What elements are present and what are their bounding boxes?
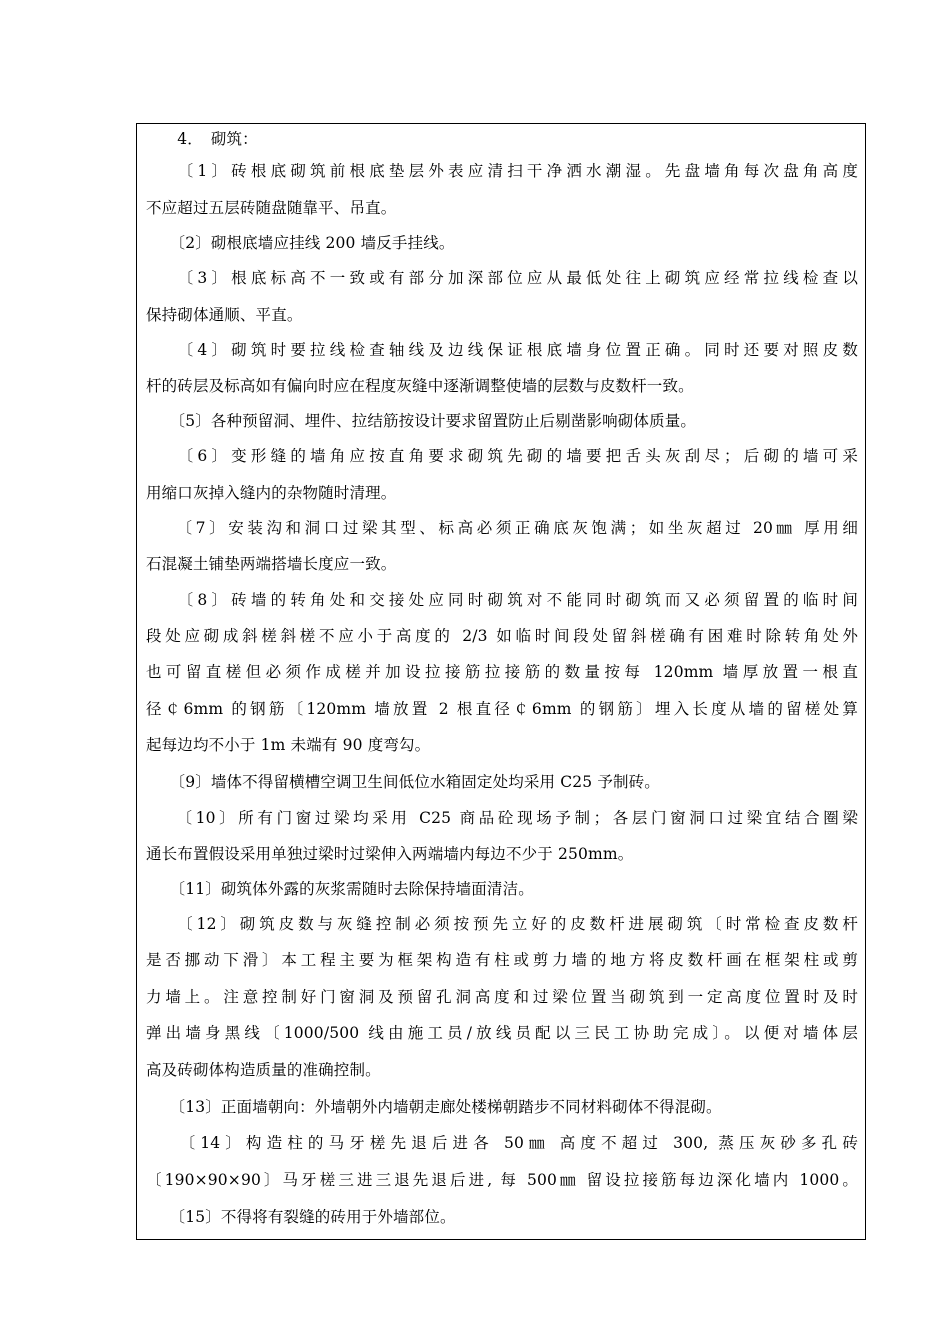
text-line: 也可留直槎但必须作成槎并加设拉接筋拉接筋的数量按每 120mm 墙厚放置一根直: [146, 663, 858, 681]
text-line: 〔9〕墙体不得留横槽空调卫生间低位水箱固定处均采用 C25 予制砖。: [146, 773, 660, 791]
text-line: 保持砌体通顺、平直。: [146, 306, 303, 324]
text-line: 杆的砖层及标高如有偏向时应在程度灰缝中逐渐调整使墙的层数与皮数杆一致。: [146, 377, 694, 395]
text-line: 径￠6mm 的钢筋〔120mm 墙放置 2 根直径￠6mm 的钢筋〕埋入长度从墙的留槎处算: [146, 700, 858, 718]
text-line: 〔7〕安装沟和洞口过梁其型、标高必须正确底灰饱满；如坐灰超过 20㎜ 厚用细: [146, 519, 858, 537]
text-line: 〔10〕所有门窗过梁均采用 C25 商品砼现场予制；各层门窗洞口过梁宜结合圈梁: [146, 809, 858, 827]
text-line: 〔11〕砌筑体外露的灰浆需随时去除保持墙面清洁。: [146, 880, 534, 898]
text-line: 〔12〕砌筑皮数与灰缝控制必须按预先立好的皮数杆进展砌筑〔时常检查皮数杆: [146, 915, 858, 933]
text-line: 〔5〕各种预留洞、埋件、拉结筋按设计要求留置防止后剔凿影响砌体质量。: [146, 412, 697, 430]
text-line: 〔15〕不得将有裂缝的砖用于外墙部位。: [146, 1208, 456, 1226]
text-line: 通长布置假设采用单独过梁时过梁伸入两端墙内每边不少于 250mm。: [146, 845, 634, 863]
text-line: 〔13〕正面墙朝向：外墙朝外内墙朝走廊处楼梯朝踏步不同材料砌体不得混砌。: [146, 1098, 722, 1116]
text-line: 〔3〕根底标高不一致或有部分加深部位应从最低处往上砌筑应经常拉线检查以: [146, 269, 858, 287]
text-line: 力墙上。注意控制好门窗洞及预留孔洞高度和过梁位置当砌筑到一定高度位置时及时: [146, 988, 858, 1006]
text-line: 〔190×90×90〕马牙槎三进三退先退后进, 每 500㎜ 留设拉接筋每边深化墙内 1000。: [146, 1171, 858, 1189]
text-line: 〔1〕砖根底砌筑前根底垫层外表应清扫干净洒水潮湿。先盘墙角每次盘角高度: [146, 162, 858, 180]
text-line: 起每边均不小于 1m 未端有 90 度弯勾。: [146, 736, 431, 754]
text-line: 是否挪动下滑〕本工程主要为框架构造有柱或剪力墙的地方将皮数杆画在框架柱或剪: [146, 951, 858, 969]
text-line: 石混凝土铺垫两端搭墙长度应一致。: [146, 555, 397, 573]
text-line: 段处应砌成斜槎斜槎不应小于高度的 2/3 如临时间段处留斜槎确有困难时除转角处外: [146, 627, 858, 645]
text-line: 〔6〕变形缝的墙角应按直角要求砌筑先砌的墙要把舌头灰刮尽；后砌的墙可采: [146, 447, 858, 465]
text-line: 高及砖砌体构造质量的准确控制。: [146, 1061, 381, 1079]
text-line: 4． 砌筑：: [146, 130, 258, 148]
text-line: 〔2〕砌根底墙应挂线 200 墙反手挂线。: [146, 234, 455, 252]
text-line: 用缩口灰掉入缝内的杂物随时清理。: [146, 484, 397, 502]
text-line: 〔8〕砖墙的转角处和交接处应同时砌筑对不能同时砌筑而又必须留置的临时间: [146, 591, 858, 609]
text-line: 〔4〕砌筑时要拉线检查轴线及边线保证根底墙身位置正确。同时还要对照皮数: [146, 341, 858, 359]
text-line: 〔14〕构造柱的马牙槎先退后进各 50㎜ 高度不超过 300, 蒸压灰砂多孔砖: [146, 1134, 858, 1152]
text-line: 弹出墙身黑线〔1000/500 线由施工员/放线员配以三民工协助完成〕。以便对墙体层: [146, 1024, 858, 1042]
text-line: 不应超过五层砖随盘随靠平、吊直。: [146, 199, 397, 217]
